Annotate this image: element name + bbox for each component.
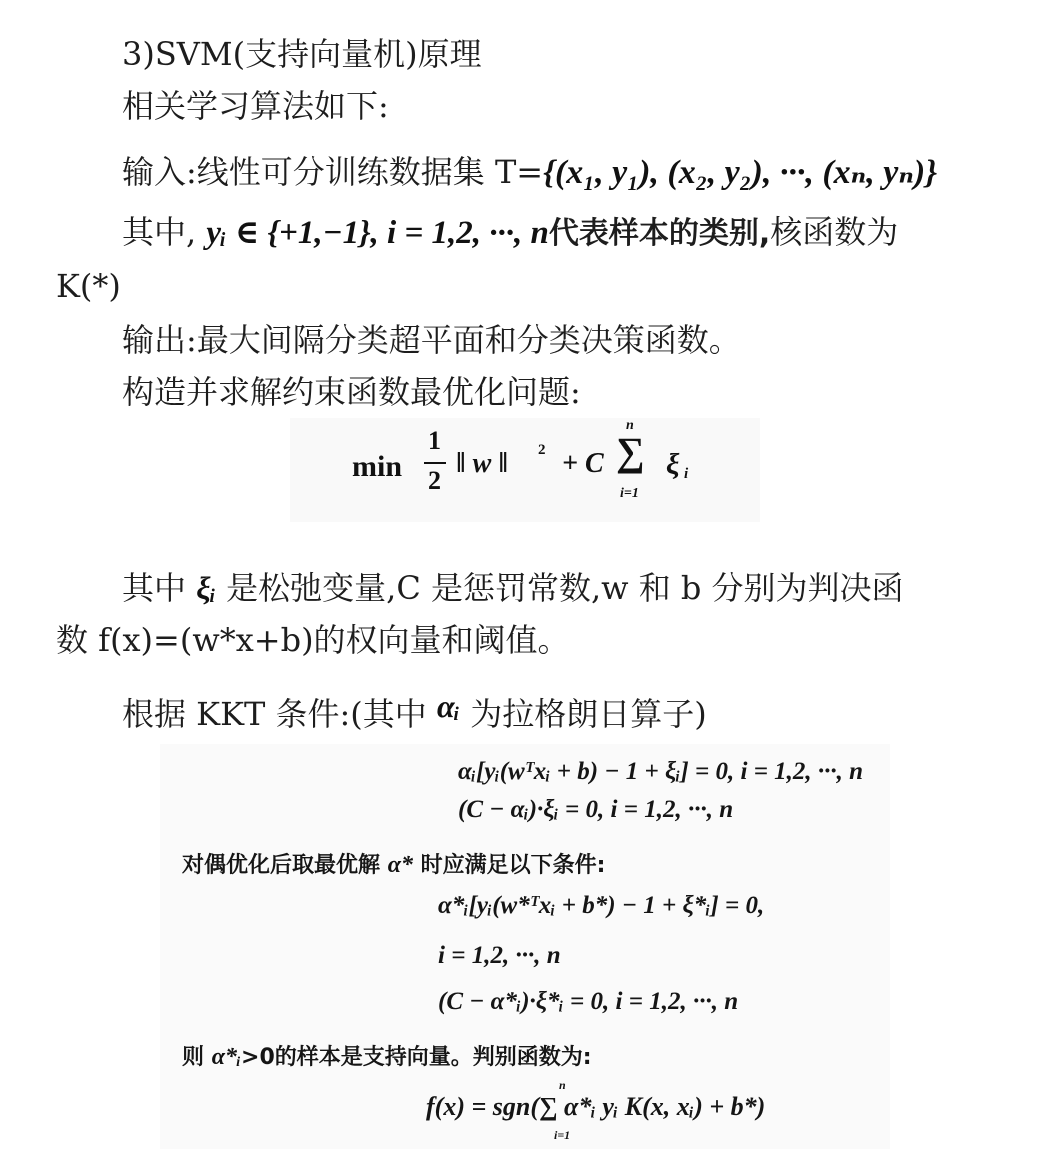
kkt-scanned-block	[160, 744, 890, 1149]
dual-text-b: 时应满足以下条件:	[420, 853, 606, 878]
input-label: 输入:线性可分训练数据集 T=	[122, 153, 544, 191]
kkt-equation-3: α*ᵢ[yᵢ(w*ᵀxᵢ + b*) − 1 + ξ*ᵢ] = 0,	[438, 892, 765, 919]
where-prefix: 其中,	[122, 213, 197, 251]
construct-line: 构造并求解约束函数最优化问题:	[122, 373, 581, 411]
sv-text-b: >0的样本是支持向量。判别函数为:	[241, 1045, 592, 1070]
where-line	[122, 212, 898, 254]
objective-sum-top: n	[626, 418, 634, 433]
slack-prefix: 其中	[122, 569, 187, 607]
objective-denominator: 2	[428, 466, 441, 495]
decision-function	[426, 1078, 826, 1144]
sv-text-a: 则	[182, 1045, 205, 1070]
objective-formula	[290, 418, 760, 522]
objective-norm: ‖ w ‖	[456, 448, 509, 479]
kkt-equation-4: i = 1,2, ···, n	[438, 942, 561, 969]
kkt-line	[122, 688, 707, 734]
objective-numerator: 1	[428, 426, 441, 455]
kernel-line: K(*)	[56, 267, 121, 305]
where-suffix: 核函数为	[770, 213, 899, 251]
decision-sum-bottom: i=1	[554, 1128, 571, 1142]
objective-sum-bottom: i=1	[620, 486, 639, 501]
label-domain-formula: yᵢ ∈ {+1,−1}, i = 1,2, ···, n	[206, 215, 549, 251]
kkt-symbol: αᵢ	[436, 688, 461, 724]
slack-suffix: 是松弛变量,C 是惩罚常数,w 和 b 分别为判决函	[226, 569, 904, 607]
input-dataset-formula: {(x₁, y₁), (x₂, y₂), ···, (xₙ, yₙ)}	[543, 154, 938, 191]
slack-line-2: 数 f(x)=(w*x+b)的权向量和阈值。	[56, 621, 570, 659]
kkt-equation-5: (C − α*ᵢ)·ξ*ᵢ = 0, i = 1,2, ···, n	[438, 988, 739, 1015]
objective-fraction-bar	[424, 462, 446, 464]
objective-plus-c: + C	[562, 448, 604, 479]
objective-square: 2	[538, 442, 546, 458]
where-suffix-bold: 代表样本的类别,	[548, 216, 771, 251]
dual-alpha-star: α*	[387, 852, 413, 878]
section-heading: 3)SVM(支持向量机)原理	[122, 35, 482, 73]
sv-alpha-star: α*ᵢ	[211, 1044, 242, 1070]
output-line: 输出:最大间隔分类超平面和分类决策函数。	[122, 321, 741, 359]
decision-formula: f(x) = sgn(∑ α*ᵢ yᵢ K(x, xᵢ) + b*)	[426, 1092, 766, 1121]
objective-min: min	[352, 450, 403, 483]
kkt-equation-2: (C − αᵢ)·ξᵢ = 0, i = 1,2, ···, n	[458, 796, 734, 823]
slack-symbol: ξᵢ	[196, 570, 216, 606]
slack-line	[122, 568, 904, 608]
kkt-equation-1: αᵢ[yᵢ(wᵀxᵢ + b) − 1 + ξᵢ] = 0, i = 1,2, ···, n	[458, 758, 864, 785]
dual-text-a: 对偶优化后取最优解	[182, 853, 381, 878]
decision-sum-top: n	[559, 1078, 566, 1092]
kkt-suffix: 为拉格朗日算子)	[470, 695, 707, 733]
dual-optimum-line	[182, 848, 605, 879]
kkt-prefix: 根据 KKT 条件:(其中	[122, 695, 427, 733]
objective-sum-sign: ∑	[616, 429, 645, 474]
support-vector-line	[182, 1040, 592, 1071]
intro-line: 相关学习算法如下:	[122, 87, 389, 125]
input-line	[122, 152, 937, 193]
objective-xi-sub: i	[684, 466, 689, 482]
objective-xi: ξ	[666, 448, 680, 481]
